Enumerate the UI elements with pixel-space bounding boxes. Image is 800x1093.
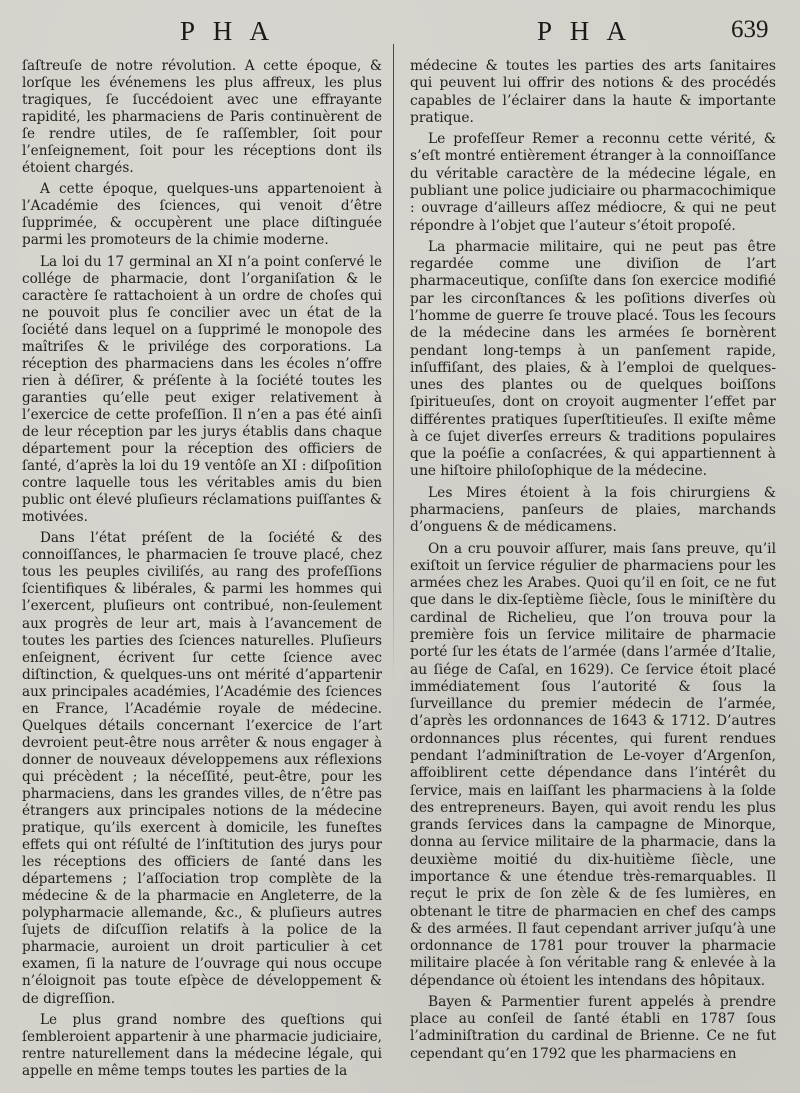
running-head-right: P H A — [537, 16, 633, 46]
paragraph: Les Mires étoient à la fois chirurgiens & pharmaciens, panſeurs de plaies, marchands d’onguens & de médicamens. — [410, 484, 776, 536]
paragraph: Le plus grand nombre des queſtions qui ſembleroient appartenir à une pharmacie judiciaire, rentre naturellement dans la médecine légale, qui appelle en même temps toutes les parties de la — [22, 1011, 382, 1079]
paragraph: La pharmacie militaire, qui ne peut pas être regardée comme une diviſion de l’art pharmaceutique, conſiſte dans ſon exercice modifié par les circonſtances & les poſitions diverſes où l’homme de guerre ſe trouve placé. Tous les ſecours de la médecine dans les armées ſe bornèrent pendant long-temps à un panſement rapide, inſuffiſant, des plaies, & à l’emploi de quelques-unes des plantes ou de quelques boiſſons ſpiritueuſes, dont on croyoit augmenter l’effet par différentes pratiques ſuperſtitieuſes. Il exiſte même à ce ſujet diverſes erreurs & traditions populaires que la poéſie a conſacrées, & qui appartiennent à une hiſtoire philoſophique de la médecine. — [410, 238, 776, 480]
left-column — [22, 58, 382, 1080]
paragraph: La loi du 17 germinal an XI n’a point conſervé le collége de pharmacie, dont l’organiſation & le caractère ſe rattachoient à un ordre de choſes qui ne pouvoit plus ſe concilier avec un état de la ſociété dans lequel on a ſupprimé le monopole des maîtriſes & le privilége des corporations. La réception des pharmaciens dans les écoles n’offre rien à déſirer, & préſente à la ſociété toutes les garanties qu’elle peut exiger relativement à l’exercice de cette profeſſion. Il n’en a pas été ainſi de leur réception par les jurys établis dans chaque département pour la réception des officiers de ſanté, d’après la loi du 19 ventôſe an XI : diſpoſition contre laquelle tous les véritables amis du bien public ont élevé pluſieurs réclamations puiſſantes & motivées. — [22, 253, 382, 526]
paragraph: Le profeſſeur Remer a reconnu cette vérité, & s’eſt montré entièrement étranger à la connoiſſance du véritable caractère de la médecine légale, en publiant une police judiciaire ou pharmacochimique : ouvrage d’ailleurs aſſez médiocre, & qui ne peut répondre à l’objet que l’auteur s’étoit propoſé. — [410, 131, 776, 234]
page-number: 639 — [731, 16, 769, 43]
running-head-left: P H A — [180, 16, 276, 46]
paragraph: Dans l’état préſent de la ſociété & des connoiſſances, le pharmacien ſe trouve placé, chez tous les peuples civiliſés, au rang des profeſſions ſcientifiques & libérales, & parmi les hommes qui l’exercent, pluſieurs ont contribué, non-ſeulement aux progrès de leur art, mais à l’avancement de toutes les parties des ſciences naturelles. Pluſieurs enſeignent, écrivent ſur cette ſcience avec diſtinction, & quelques-uns ont mérité d’appartenir aux principales académies, l’Académie des ſciences en France, l’Académie royale de médecine. Quelques détails concernant l’exercice de l’art devroient peut-être nous arrêter & nous engager à donner de nouveaux développemens aux réflexions qui précèdent ; la néceſſité, peut-être, pour les pharmaciens, dans les grandes villes, de n’être pas étrangers aux principales notions de la médecine pratique, qu’ils exercent à domicile, les funeſtes effets qui ont réſulté de l’inſtitution des jurys pour les réceptions des officiers de ſanté dans les départemens ; l’aſſociation trop complète de la médecine & de la pharmacie en Angleterre, de la polypharmacie allemande, &c., & pluſieurs autres ſujets de diſcuſſion relatifs à la police de la pharmacie, auroient un droit particulier à cet examen, ſi la nature de l’ouvrage qui nous occupe n’éloignoit pas toute eſpèce de développement & de digreſſion. — [22, 530, 382, 1007]
paragraph: A cette époque, quelques-uns appartenoient à l’Académie des ſciences, qui venoit d’être ſupprimée, & occupèrent une place diſtinguée parmi les promoteurs de la chimie moderne. — [22, 181, 382, 249]
right-column — [410, 58, 776, 1063]
paragraph: ſaſtreuſe de notre révolution. A cette époque, & lorſque les événemens les plus affreux, les plus tragiques, ſe ſuccédoient avec une effrayante rapidité, les pharmaciens de Paris continuèrent de ſe rendre utiles, de ſe raſſembler, ſoit pour l’enſeignement, ſoit pour les réceptions dont ils étoient chargés. — [22, 58, 382, 177]
column-divider — [393, 44, 394, 684]
paragraph: médecine & toutes les parties des arts ſanitaires qui peuvent lui offrir des notions & des procédés capables de l’éclairer dans la haute & importante pratique. — [410, 58, 776, 126]
paragraph: On a cru pouvoir aſſurer, mais ſans preuve, qu’il exiſtoit un ſervice régulier de pharmaciens pour les armées chez les Arabes. Quoi qu’il en ſoit, ce ne fut que dans le dix-ſeptième ſiècle, ſous le miniſtère du cardinal de Richelieu, que l’on trouva pour la première fois un ſervice militaire de pharmacie porté ſur les états de l’armée (dans l’armée d’Italie, au ſiége de Caſal, en 1629). Ce ſervice étoit placé immédiatement ſous l’autorité & ſous la ſurveillance du premier médecin de l’armée, d’après les ordonnances de 1643 & 1712. D’autres ordonnances plus récentes, qui furent rendues pendant l’adminiſtration de Le-voyer d’Argenſon, affoiblirent cette dépendance dans l’intérêt du ſervice, mais en laiſſant les pharmaciens à la ſolde des entrepreneurs. Bayen, qui avoit rendu les plus grands ſervices dans la campagne de Minorque, donna au ſervice militaire de la pharmacie, dans la deuxième moitié du dix-huitième ſiècle, une importance & une étendue très-remarquables. Il reçut le prix de ſon zèle & de ſes lumières, en obtenant le titre de pharmacien en chef des camps & des armées. Il faut cependant arriver juſqu’à une ordonnance de 1781 pour trouver la pharmacie militaire placée à ſon véritable rang & enlevée à la dépendance où étoient les intendans des hôpitaux. — [410, 540, 776, 989]
paragraph: Bayen & Parmentier furent appelés à prendre place au conſeil de ſanté établi en 1787 ſous l’adminiſtration du cardinal de Brienne. Ce ne fut cependant qu’en 1792 que les pharmaciens en — [410, 993, 776, 1062]
